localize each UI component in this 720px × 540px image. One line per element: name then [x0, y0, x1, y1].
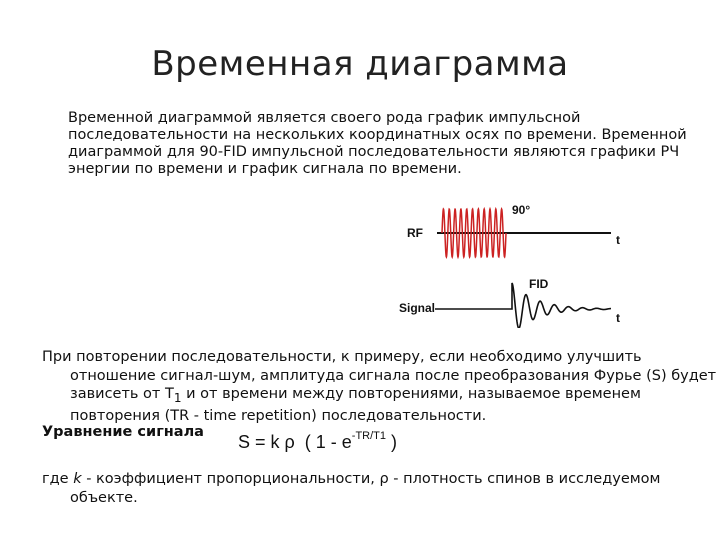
- rf-label: RF: [407, 226, 423, 240]
- k-symbol: k: [73, 471, 82, 487]
- repetition-text-end: ) последовательности.: [311, 408, 487, 425]
- fid-signal-waveform: [435, 283, 611, 328]
- intro-paragraph: Временной диаграммой является своего рода график импульсной последовательности на нескольких координатных осях по времени. Временной диаграммой для 90-FID импульсной последовательности являются графики РЧ энергии по времени и график сигнала по времени.: [68, 110, 687, 177]
- tr-english-term: time repetition: [203, 408, 312, 425]
- equation-main: S = k ρ ( 1 - e: [238, 432, 352, 452]
- slide-title: Временная диаграмма: [151, 44, 569, 84]
- t1-subscript: 1: [173, 390, 182, 405]
- repetition-text-start: При повторении последовательности, к примеру, если необходимо улучшить отношение сигнал-шум, амплитуда сигнала после преобразования Фурье (S) будет зависеть от T: [42, 349, 717, 402]
- equation-close: ): [386, 432, 398, 452]
- fid-label: FID: [529, 277, 549, 291]
- pulse-90-label: 90°: [512, 203, 531, 217]
- definition-paragraph: [42, 470, 720, 507]
- repetition-paragraph: [42, 348, 720, 426]
- signal-label: Signal: [399, 301, 436, 315]
- repetition-text-middle: и от времени между повторениями, называемое временем повторения (TR -: [70, 386, 641, 425]
- equation-exponent: -TR/T1: [351, 430, 387, 442]
- timing-diagram: [395, 198, 635, 328]
- equation-label: Уравнение сигнала: [42, 424, 204, 440]
- signal-equation: [238, 432, 397, 453]
- time-label-top: t: [616, 233, 620, 247]
- definition-prefix: где: [42, 471, 74, 487]
- time-label-bottom: t: [616, 311, 620, 325]
- definition-text: - коэффициент пропорциональности, ρ - плотность спинов в исследуемом объекте.: [70, 471, 661, 506]
